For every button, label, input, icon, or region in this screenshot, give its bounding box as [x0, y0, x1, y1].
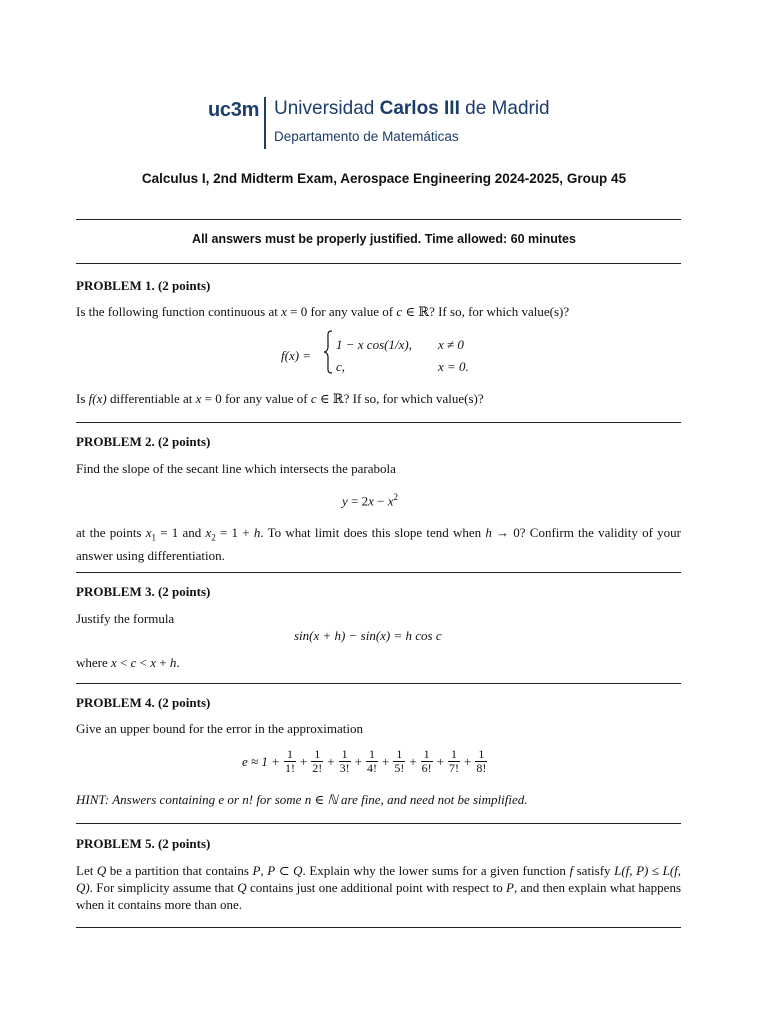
top-rule [76, 219, 681, 220]
plus-sign: + [354, 753, 362, 769]
fraction-numerator: 1 [478, 747, 485, 761]
fraction-term [475, 748, 487, 775]
logo-mark: uc3m [208, 99, 260, 121]
problem-3-heading: PROBLEM 3. (2 points) [76, 584, 211, 599]
piecewise-condition-1: x ≠ 0 [438, 337, 464, 352]
problem-5-text: Let Q be a partition that contains P, P ⊂ Q. Explain why the lower sums for a given function f satisfy L(f, P) ≤ L(f, Q). For simplicity assume that Q contains just one additional point with respect to P, and then explain what happens when it contains more than one. [76, 863, 682, 912]
plus-sign: + [409, 753, 417, 769]
fraction-term [393, 748, 405, 775]
instructions: All answers must be properly justified. Time allowed: 60 minutes [192, 232, 576, 246]
piecewise-brace [323, 330, 333, 374]
fraction-term [421, 748, 433, 775]
fraction-numerator: 1 [368, 747, 375, 761]
university-bold: Carlos III [379, 98, 460, 119]
fraction-numerator: 1 [396, 747, 403, 761]
exam-title: Calculus I, 2nd Midterm Exam, Aerospace Engineering 2024-2025, Group 45 [141, 171, 627, 186]
fraction-denominator: 2! [312, 761, 323, 775]
fraction-denominator: 7! [449, 761, 459, 775]
problem-1-question-differentiability: Is f(x) differentiable at x = 0 for any value of c ∈ ℝ? If so, for which value(s)? [76, 391, 484, 406]
plus-sign: + [299, 753, 308, 769]
fraction-term [366, 748, 378, 775]
plus-sign: + [436, 753, 444, 769]
piecewise-case-1: 1 − x cos(1/x), [336, 337, 412, 352]
problem-1-rule [76, 422, 681, 423]
problem-4-rule [76, 823, 681, 824]
university-logo [208, 97, 548, 151]
university-suffix: de Madrid [459, 98, 550, 119]
problem-2-equation: $y = 2x - x^2$ [342, 492, 399, 509]
fraction-denominator: 1! [284, 761, 295, 775]
plus-sign: + [381, 753, 390, 769]
problem-3-rule [76, 683, 681, 684]
fraction-term [339, 748, 351, 775]
problem-3-text: where x < c < x + h. [76, 655, 180, 670]
fraction-numerator: 1 [286, 747, 293, 761]
university-name [274, 98, 550, 120]
fraction-numerator: 1 [451, 747, 457, 761]
fraction-denominator: 6! [421, 761, 432, 775]
fraction-row [283, 747, 488, 775]
problem-3-intro: Justify the formula [76, 611, 175, 626]
plus-sign: + [327, 753, 335, 769]
problem-4-hint: HINT: Answers containing e or n! for some n ∈ ℕ are fine, and need not be simplified. [76, 792, 528, 807]
problem-5-heading: PROBLEM 5. (2 points) [76, 836, 211, 851]
problem-1-question-continuity: Is the following function continuous at x = 0 for any value of c ∈ ℝ? If so, for which value(s)? [76, 304, 570, 319]
fraction-term [284, 748, 296, 775]
problem-2-heading: PROBLEM 2. (2 points) [76, 434, 211, 449]
fraction-term [448, 748, 460, 775]
problem-4-equation [242, 748, 488, 775]
fraction-numerator: 1 [423, 747, 430, 761]
piecewise-lhs: f(x) = [281, 348, 312, 363]
plus-sign: + [464, 753, 472, 769]
problem-2-text: at the points $x_1 = 1$ and $x_2 = 1 + h$. To what limit does this slope tend when h → 0? Confirm the validity of your answer using differentiation. [76, 525, 681, 563]
problem-1-heading: PROBLEM 1. (2 points) [76, 278, 211, 293]
problem-4-intro: Give an upper bound for the error in the approximation [76, 721, 363, 736]
university-prefix: Universidad [274, 98, 380, 119]
fraction-numerator: 1 [314, 747, 321, 761]
piecewise-case-2: c, [336, 359, 346, 374]
piecewise-condition-2: x = 0. [438, 359, 469, 374]
fraction-numerator: 1 [341, 747, 348, 761]
problem-4-heading: PROBLEM 4. (2 points) [76, 695, 211, 710]
problem-5-rule [76, 927, 681, 928]
fraction-term [311, 748, 323, 775]
problem-2-intro: Find the slope of the secant line which intersects the parabola [76, 461, 396, 476]
equation-lhs: e ≈ 1 + [242, 753, 280, 769]
fraction-denominator: 8! [476, 761, 487, 775]
problem-2-rule [76, 572, 681, 573]
fraction-denominator: 5! [394, 761, 405, 775]
department-name: Departamento de Matemáticas [274, 129, 459, 144]
problem-3-equation: sin(x + h) − sin(x) = h cos c [294, 628, 442, 643]
logo-separator [264, 97, 266, 149]
fraction-denominator: 4! [366, 761, 377, 775]
instructions-rule [76, 263, 681, 264]
fraction-denominator: 3! [339, 761, 350, 775]
